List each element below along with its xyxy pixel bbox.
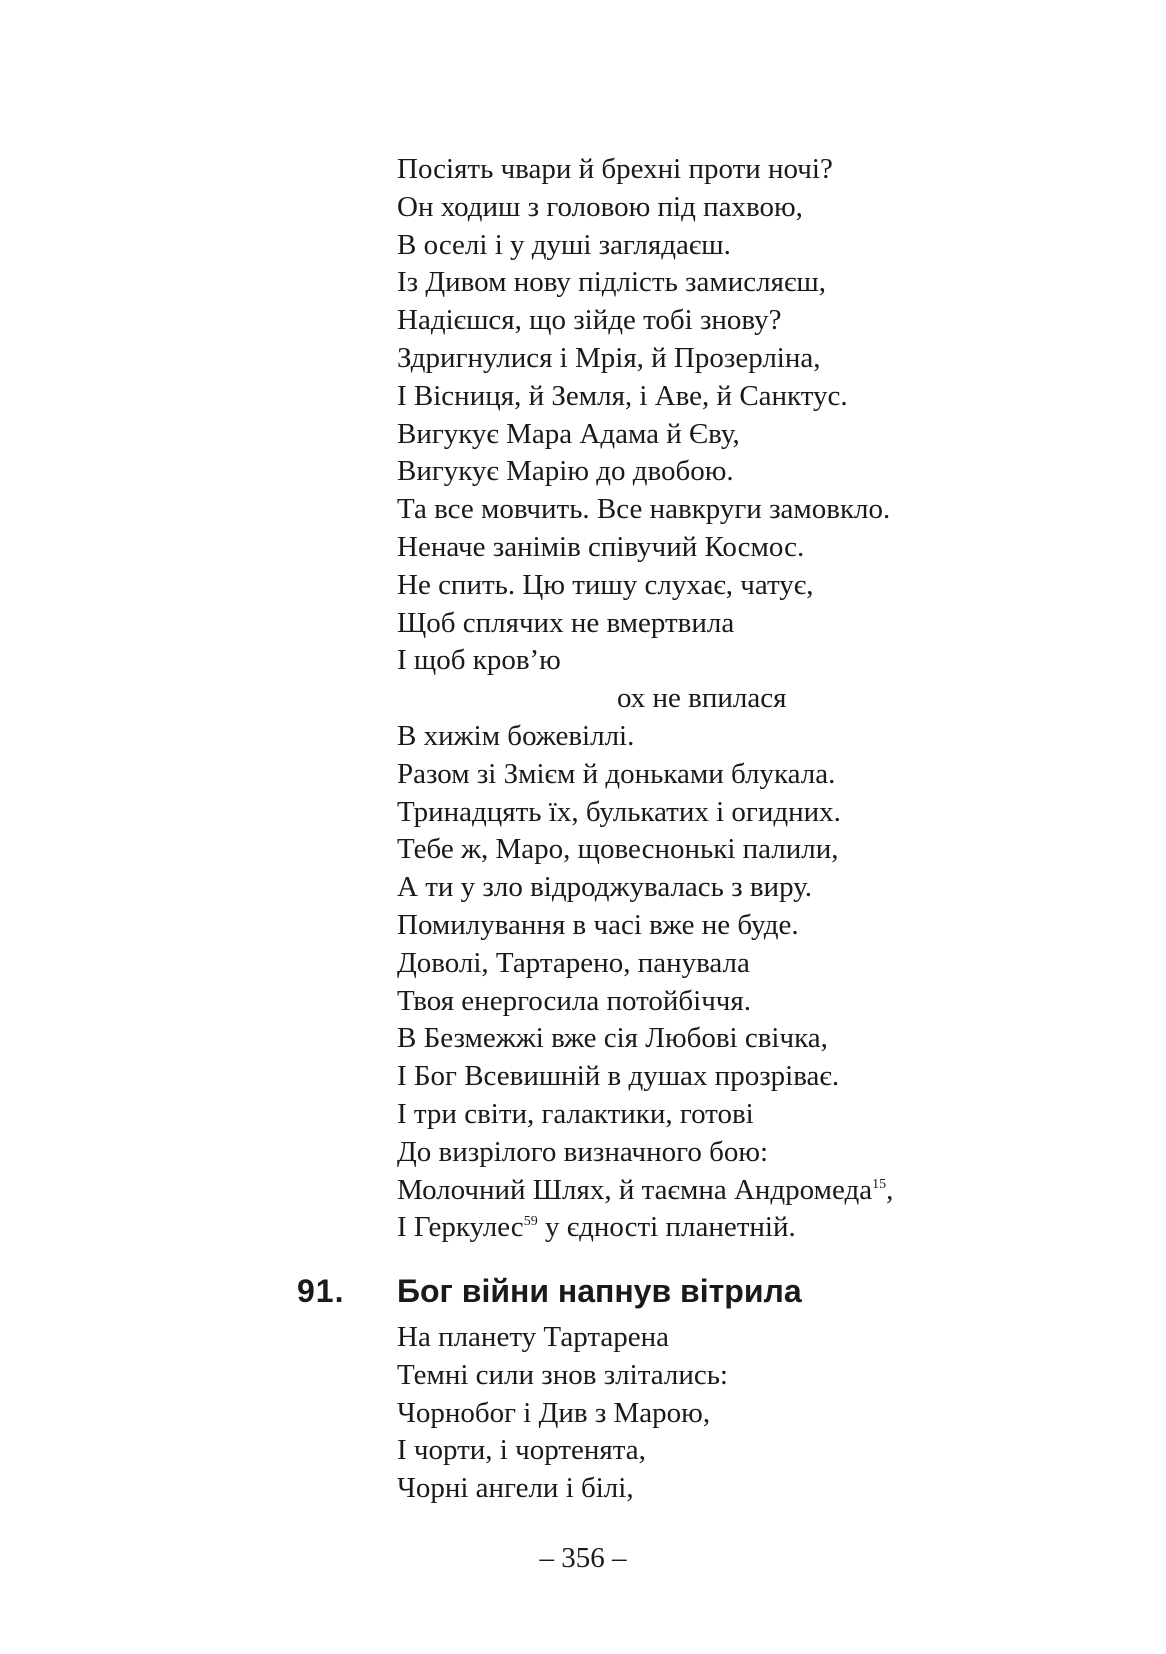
section-stanza xyxy=(397,1319,1097,1508)
poem-stanza xyxy=(397,151,1097,1247)
poem-line: На планету Тартарена xyxy=(397,1321,670,1353)
poem-line: Тринадцять їх, булькатих і огидних. xyxy=(397,795,841,828)
poem-line: До визрілого визначного бою: xyxy=(397,1135,769,1168)
poem-line xyxy=(397,1172,1097,1210)
poem-line-tail: у єдності планетній. xyxy=(537,1211,796,1244)
poem-line: Неначе занімів співучий Космос. xyxy=(397,530,805,563)
poem-line: І Бог Всевишній в душах прозріває. xyxy=(397,1060,840,1093)
poem-line-text: І Геркулес xyxy=(397,1211,524,1244)
poem-line: І щоб кров’ю xyxy=(397,644,561,677)
poem-line: І чорти, і чортенята, xyxy=(397,1434,646,1467)
poem-line-indented: ох не впилася xyxy=(617,682,787,715)
poem-line: Он ходиш з головою під пахвою, xyxy=(397,190,803,223)
poem-line: В оселі і у душі заглядаєш. xyxy=(397,228,731,261)
poem-line: В Безмежжі вже сія Любові свічка, xyxy=(397,1022,828,1055)
poem-line: Темні сили знов злітались: xyxy=(397,1358,728,1391)
section-number: 91. xyxy=(297,1273,345,1309)
poem-line: Твоя енергосила потойбіччя. xyxy=(397,984,751,1017)
poem-line: Чорні ангели і білі, xyxy=(397,1472,634,1505)
poem-line xyxy=(397,1209,1097,1247)
section-title: Бог війни напнув вітрила xyxy=(397,1273,802,1309)
poem-line: Доволі, Тартарено, панувала xyxy=(397,946,750,979)
poem-line: І три світи, галактики, готові xyxy=(397,1097,754,1130)
poem-line: Посіять чвари й брехні проти ночі? xyxy=(397,153,833,185)
poem-line: І Вісниця, й Земля, і Аве, й Санктус. xyxy=(397,379,848,412)
footnote-ref: 15 xyxy=(872,1176,887,1192)
poem-line: В хижім божевіллі. xyxy=(397,719,635,752)
poem-line: Вигукує Марію до двобою. xyxy=(397,455,734,488)
poem-line-tail: , xyxy=(886,1173,894,1206)
footnote-ref: 59 xyxy=(523,1214,538,1230)
poem-line: Щоб сплячих не вмертвила xyxy=(397,606,735,639)
poem-section xyxy=(297,1271,1097,1508)
poem-line: Не спить. Цю тишу слухає, чатує, xyxy=(397,568,814,601)
poem-line: Помилування в часі вже не буде. xyxy=(397,908,799,941)
poem-line: Із Дивом нову підлість замисляєш, xyxy=(397,266,826,299)
poem-line: Та все мовчить. Все навкруги замовкло. xyxy=(397,493,891,526)
poem-line: Тебе ж, Маро, щовеснонькі палили, xyxy=(397,833,839,866)
poem-line: Надієшся, що зійде тобі знову? xyxy=(397,304,782,337)
poem-line: А ти у зло відроджувалась з виру. xyxy=(397,871,813,904)
section-heading xyxy=(297,1271,1097,1319)
poem-line: Вигукує Мара Адама й Єву, xyxy=(397,417,740,450)
poem-line: Разом зі Змієм й доньками блукала. xyxy=(397,757,836,790)
poem-line: Здригнулися і Мрія, й Прозерліна, xyxy=(397,341,821,374)
page-number: – 356 – xyxy=(539,1542,627,1574)
poem-line: Чорнобог і Див з Марою, xyxy=(397,1396,711,1429)
poem-line-text: Молочний Шлях, й таємна Андромеда xyxy=(397,1173,873,1206)
